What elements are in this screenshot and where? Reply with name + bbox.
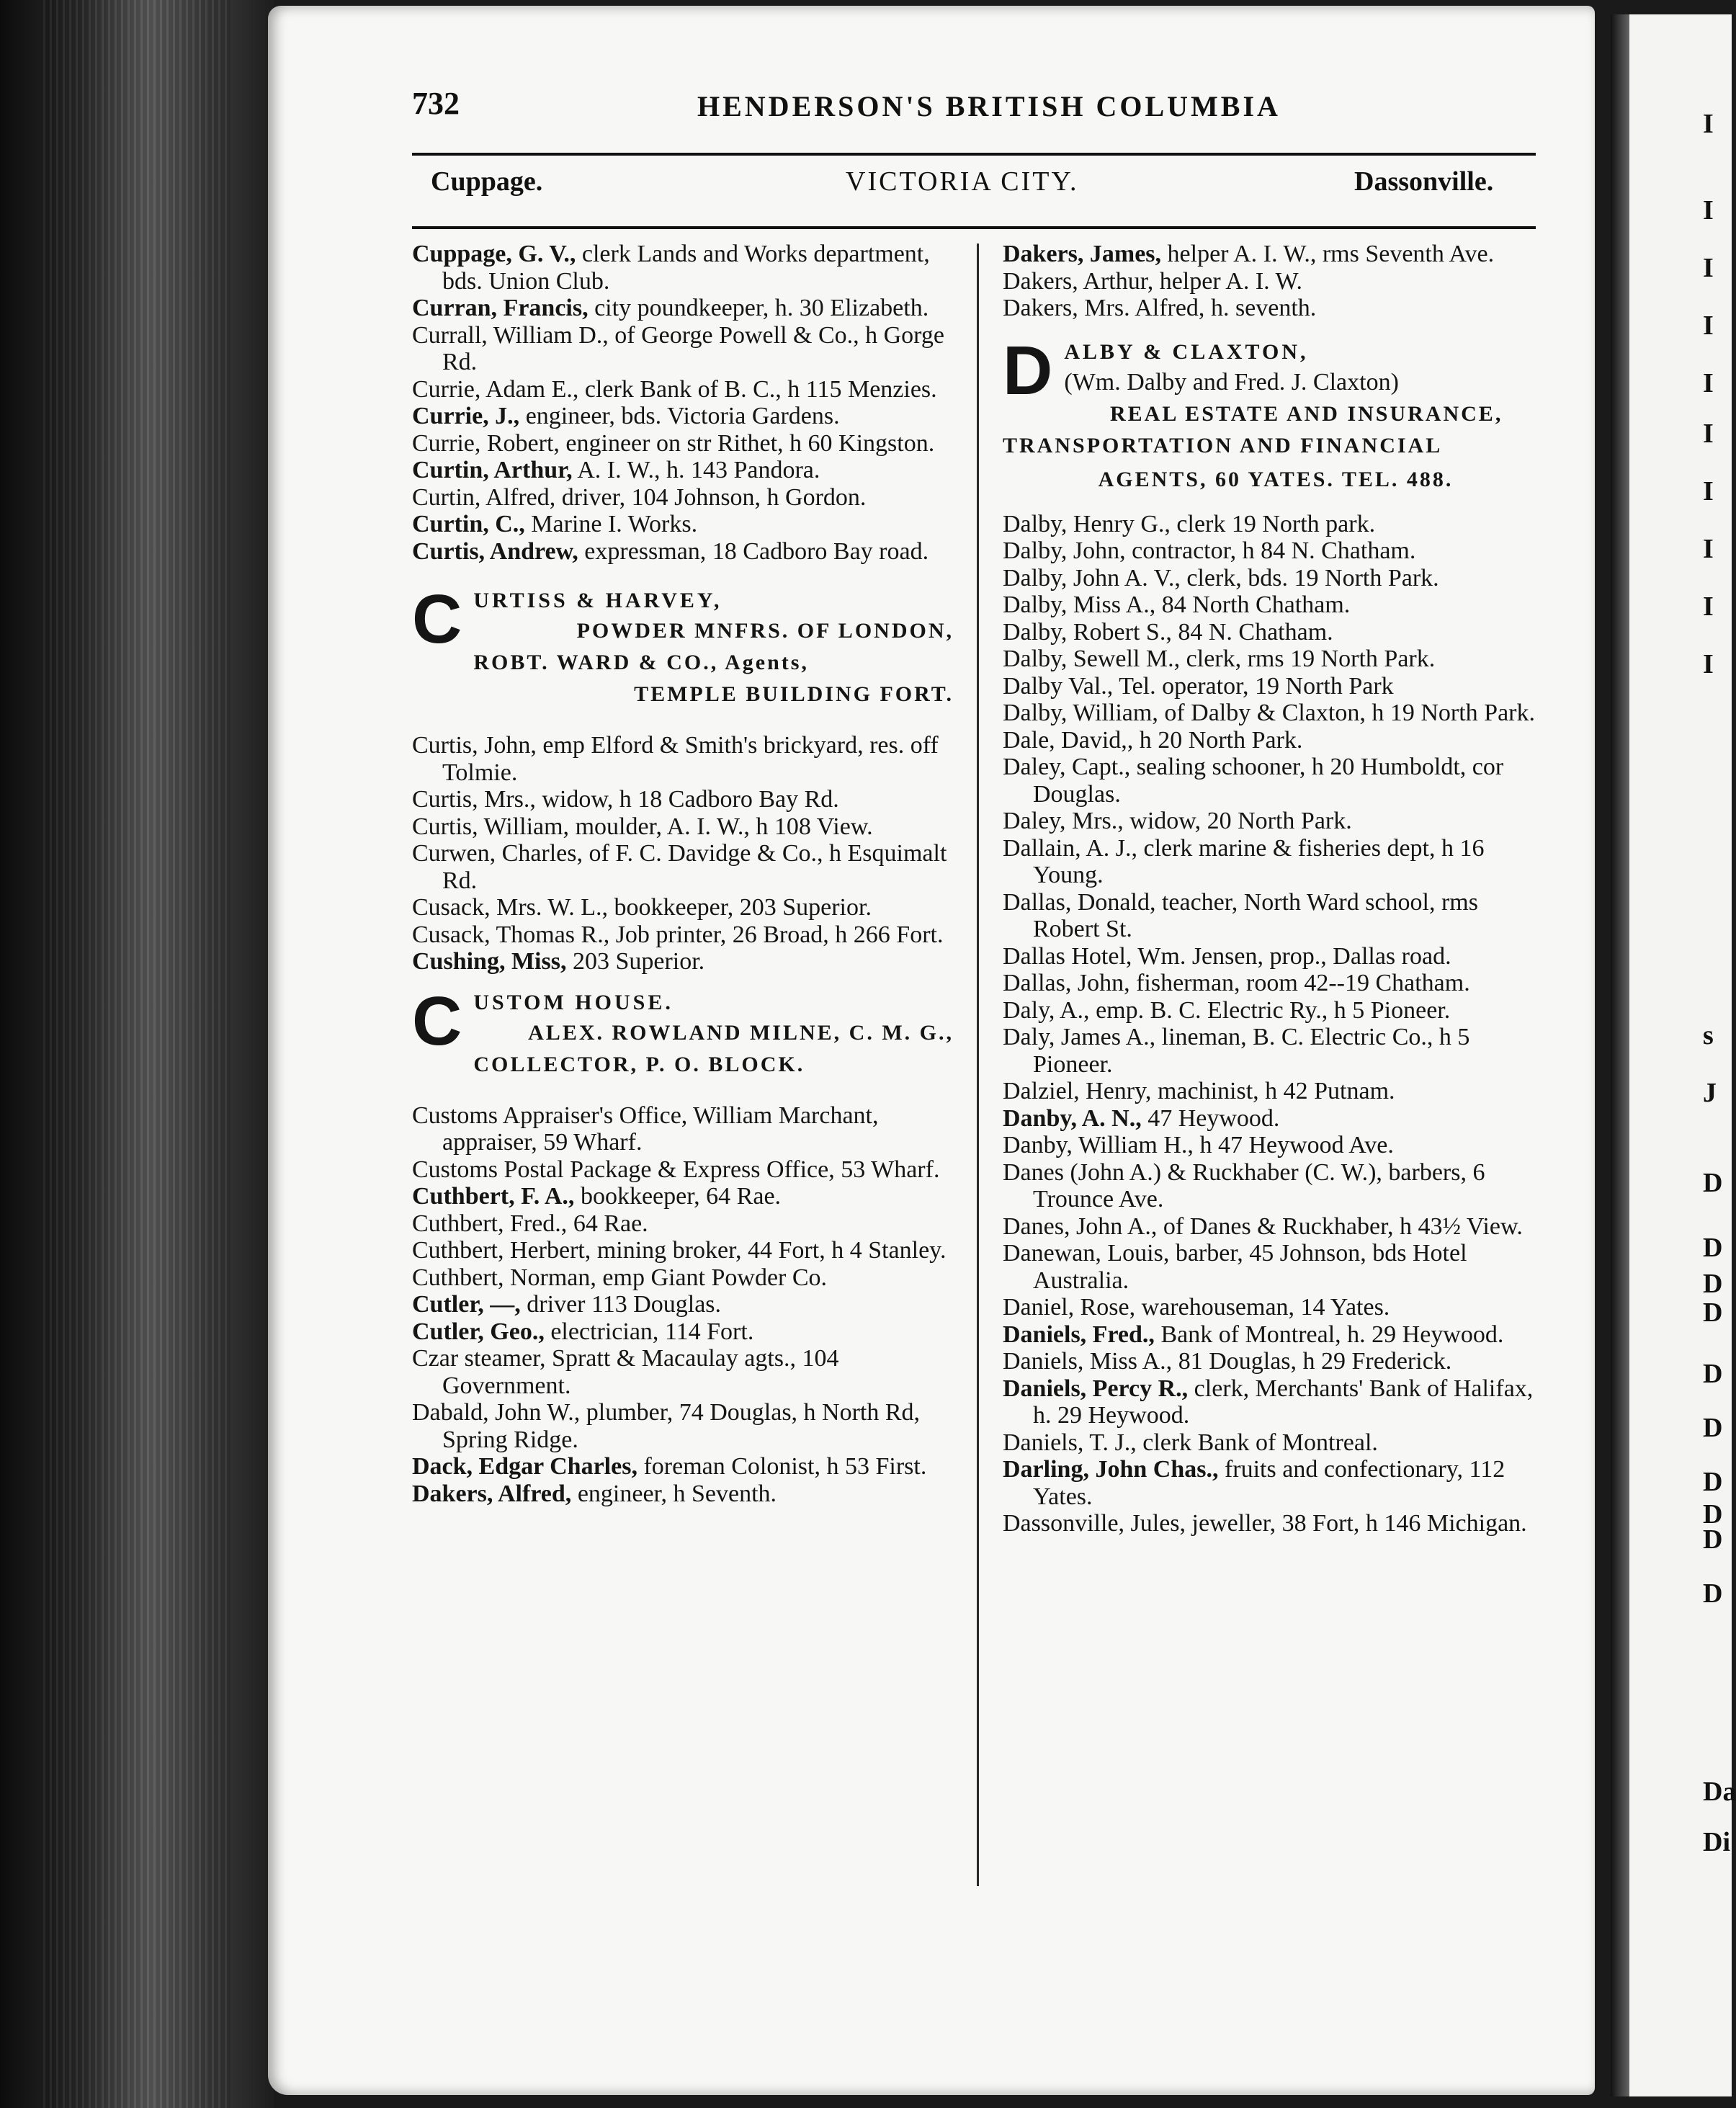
entry-details: 64 Rae. (567, 1210, 648, 1237)
entry-name: Curran, Francis, (412, 295, 589, 321)
directory-entry (412, 376, 954, 403)
entry-details: barber, 45 Johnson, bds Hotel Australia. (1033, 1240, 1467, 1294)
entry-name: Curtis, Mrs., (412, 786, 536, 813)
entry-details: mining broker, 44 Fort, h 4 Stanley. (591, 1237, 947, 1264)
directory-entry (412, 403, 954, 430)
header-rule-top (412, 153, 1536, 156)
entry-details: electrician, 114 Fort. (544, 1318, 754, 1345)
entry-name: Customs Postal Package & Express (412, 1156, 761, 1183)
entry-name: Dallain, A. J., (1003, 834, 1137, 862)
ad-drop-cap: C (412, 581, 464, 658)
entry-details: William Marchant, appraiser, 59 Wharf. (442, 1102, 879, 1156)
entry-details: Spratt & Macaulay agts., 104 Government. (442, 1345, 839, 1399)
left-column (412, 241, 954, 1507)
ad-line: POWDER MNFRS. OF LONDON, (576, 619, 954, 643)
entry-name: Dabald, John W., (412, 1399, 581, 1426)
margin-fragment: D (1703, 1168, 1723, 1198)
entry-name: Cushing, Miss, (412, 948, 567, 975)
entry-details: fruits and confectionary, 112 Yates. (1033, 1456, 1505, 1510)
margin-fragment: D (1703, 1524, 1723, 1555)
directory-entry (1003, 1240, 1549, 1294)
entry-name: Customs Appraiser's Office, (412, 1102, 688, 1129)
entry-name: Danby, A. N., (1003, 1104, 1142, 1132)
entry-name: Daniels, T. J., (1003, 1429, 1137, 1456)
entry-details: of George Powell & Co., h Gorge Rd. (442, 321, 944, 375)
entry-name: Daly, James A., (1003, 1024, 1156, 1050)
entry-name: Cuthbert, Herbert, (412, 1237, 591, 1264)
entry-name: Curtin, Alfred, (412, 483, 556, 511)
margin-fragment: I (1703, 368, 1714, 398)
entry-name: Dalby, Henry G., (1003, 510, 1171, 537)
directory-entry (1003, 646, 1549, 673)
entry-name: Cusack, Mrs. W. L., (412, 894, 608, 921)
entry-details: machinist, h 42 Putnam. (1151, 1078, 1395, 1104)
column-divider (977, 244, 979, 1886)
entry-name: Dakers, Arthur, (1003, 267, 1154, 295)
directory-entry (412, 732, 954, 786)
directory-entry (412, 1264, 954, 1292)
entry-details: engineer, h Seventh. (571, 1480, 777, 1507)
margin-fragment: D (1703, 1359, 1723, 1389)
curtiss-harvey-advertisement (412, 581, 954, 710)
directory-entry (1003, 1456, 1549, 1510)
directory-entry (1003, 700, 1549, 727)
ad-line: ALEX. ROWLAND MILNE, C. M. G., (528, 1020, 954, 1045)
directory-entry (1003, 295, 1549, 322)
directory-entry (412, 430, 954, 457)
ad-line: REAL ESTATE AND INSURANCE, (1109, 401, 1503, 426)
margin-fragment: I (1703, 253, 1714, 283)
ad-drop-cap: C (412, 982, 464, 1060)
entry-name: Dallas, Donald, (1003, 888, 1156, 916)
margin-fragment: I (1703, 476, 1714, 506)
entry-details: moulder, A. I. W., h 108 View. (569, 813, 873, 840)
entries-before-dalby-ad (1003, 241, 1549, 322)
entry-details: driver, 104 Johnson, h Gordon. (555, 483, 867, 511)
directory-entry (1003, 1510, 1549, 1537)
directory-entry (412, 948, 954, 975)
ad-line: AGENTS, 60 YATES. TEL. 488. (1098, 467, 1454, 491)
entry-name: Daniels, Percy R., (1003, 1375, 1189, 1402)
entry-name: Currie, J., (412, 403, 520, 429)
directory-entry (1003, 943, 1549, 970)
entry-name: Curwen, Charles, (412, 840, 583, 867)
margin-fragment: D (1703, 1499, 1723, 1529)
page-header (412, 78, 1536, 164)
directory-entry (1003, 754, 1549, 808)
entry-name: Daniels, Miss A., (1003, 1348, 1173, 1375)
entry-name: Cuppage, G. V., (412, 241, 576, 267)
running-title: HENDERSON'S BRITISH COLUMBIA (697, 90, 1281, 122)
entry-details: clerk, rms 19 North Park. (1180, 646, 1436, 672)
directory-entry (412, 813, 954, 841)
margin-fragment: I (1703, 591, 1714, 622)
directory-entry (1003, 1375, 1549, 1429)
directory-entry (412, 1156, 954, 1184)
entry-details: bookkeeper, 64 Rae. (574, 1183, 782, 1210)
entry-details: 203 Superior. (566, 948, 705, 975)
directory-entry (412, 322, 954, 376)
entry-name: Danby, William H., (1003, 1132, 1194, 1158)
ad-line: (Wm. Dalby and Fred. J. Claxton) (1064, 368, 1399, 396)
directory-entry (1003, 970, 1549, 997)
directory-entry (412, 1291, 954, 1318)
entry-details: 81 Douglas, h 29 Frederick. (1172, 1348, 1452, 1375)
entry-name: Dallas Hotel, (1003, 942, 1132, 970)
directory-entry (412, 1318, 954, 1346)
directory-entry (1003, 1132, 1549, 1159)
margin-fragment: s (1703, 1020, 1714, 1050)
entry-details: helper A. I. W. (1153, 267, 1303, 295)
directory-entry (1003, 1024, 1549, 1078)
directory-entry (1003, 565, 1549, 592)
entry-name: Cuthbert, F. A., (412, 1183, 575, 1210)
margin-fragment: D (1703, 1269, 1723, 1299)
facing-page-edge (1611, 14, 1736, 2096)
directory-entry (412, 1480, 954, 1508)
entry-details: 47 Heywood. (1141, 1104, 1280, 1132)
directory-entry (1003, 241, 1549, 268)
entry-name: Currall, William D., (412, 321, 609, 349)
entry-details: barbers, 6 Trounce Ave. (1033, 1158, 1485, 1212)
margin-fragment: D (1703, 1413, 1723, 1443)
margin-fragment: D (1703, 1298, 1723, 1328)
entry-details: emp. B. C. Electric Ry., h 5 Pioneer. (1089, 996, 1451, 1024)
entry-name: Dallas, John, (1003, 970, 1130, 996)
entry-details: driver 113 Douglas. (520, 1291, 722, 1318)
entry-details: teacher, North Ward school, rms Robert St. (1033, 888, 1478, 942)
book-binding (0, 0, 274, 2108)
directory-entry (1003, 808, 1549, 835)
entry-details: Tel. operator, 19 North Park (1113, 672, 1394, 700)
directory-entry (412, 1453, 954, 1480)
entries-after-custom-ad (412, 1102, 954, 1508)
entry-details: clerk Bank of B. C., h 115 Menzies. (578, 375, 937, 403)
entry-name: Daly, A., (1003, 996, 1090, 1024)
entry-name: Daniels, Fred., (1003, 1321, 1155, 1348)
ad-line: URTISS & HARVEY, (473, 589, 722, 612)
entry-name: Cuthbert, Fred., (412, 1210, 568, 1237)
directory-entry (1003, 1159, 1549, 1213)
entry-name: Curtis, John, (412, 732, 537, 759)
entry-details: Bank of Montreal, h. 29 Heywood. (1154, 1321, 1504, 1348)
directory-entry (412, 484, 954, 512)
entry-details: 84 N. Chatham. (1171, 618, 1333, 646)
entry-name: Dalby, Sewell M., (1003, 646, 1181, 672)
entry-name: Dalby, Miss A., (1003, 591, 1156, 618)
book-page (268, 6, 1595, 2095)
entry-details: bookkeeper, 203 Superior. (608, 894, 872, 921)
entries-after-dalby-ad (1003, 511, 1549, 1537)
directory-entry (1003, 1348, 1549, 1375)
entry-details: engineer, bds. Victoria Gardens. (519, 403, 840, 429)
margin-fragment: I (1703, 195, 1714, 225)
margin-fragment: I (1703, 649, 1714, 679)
directory-entry (1003, 268, 1549, 295)
entry-name: Czar steamer, (412, 1345, 546, 1372)
directory-entry (1003, 511, 1549, 538)
directory-entry (412, 1237, 954, 1264)
entry-name: Darling, John Chas., (1003, 1456, 1219, 1483)
entry-name: Cuthbert, Norman, (412, 1264, 596, 1291)
entry-name: Curtis, William, (412, 813, 570, 840)
directory-entry (412, 1399, 954, 1453)
entry-details: Job printer, 26 Broad, h 266 Fort. (609, 921, 944, 948)
directory-entry (1003, 1321, 1549, 1349)
ad-line: USTOM HOUSE. (473, 990, 674, 1014)
entry-name: Cutler, —, (412, 1291, 521, 1318)
margin-fragment: I (1703, 311, 1714, 341)
entry-details: plumber, 74 Douglas, h North Rd, Spring Ridge. (442, 1399, 921, 1453)
entry-details: emp Giant Powder Co. (596, 1264, 828, 1291)
margin-fragment: I (1703, 534, 1714, 564)
entry-details: h 47 Heywood Ave. (1193, 1132, 1394, 1158)
entry-name: Curtin, Arthur, (412, 457, 573, 483)
directory-entry (1003, 1105, 1549, 1133)
entry-details: widow, 20 North Park. (1123, 808, 1352, 834)
directory-entry (1003, 1429, 1549, 1457)
directory-entry (412, 457, 954, 484)
entry-details: contractor, h 84 N. Chatham. (1125, 537, 1416, 564)
directory-entry (412, 241, 954, 295)
directory-entry (412, 1102, 954, 1156)
entry-details: engineer on str Rithet, h 60 Kingston. (559, 429, 935, 457)
guide-word-right: Dassonville. (1354, 166, 1494, 197)
entry-name: Dalby, John A. V., (1003, 564, 1181, 591)
entry-details: clerk marine & fisheries dept, h 16 Young. (1033, 834, 1485, 888)
ad-drop-cap: D (1003, 331, 1055, 409)
directory-entry (1003, 889, 1549, 943)
entry-details: city poundkeeper, h. 30 Elizabeth. (588, 295, 929, 321)
directory-entry (412, 538, 954, 566)
directory-entry (1003, 997, 1549, 1024)
directory-entry (412, 1345, 954, 1399)
margin-fragment: J (1703, 1078, 1717, 1108)
directory-entry (1003, 1213, 1549, 1241)
entry-name: Daley, Capt., (1003, 754, 1131, 780)
entry-name: Dale, David,, (1003, 726, 1134, 754)
directory-entry (1003, 537, 1549, 565)
ad-line: COLLECTOR, P. O. BLOCK. (473, 1052, 805, 1076)
directory-entry (1003, 619, 1549, 646)
margin-fragment: Di (1703, 1827, 1730, 1857)
entry-details: warehouseman, 14 Yates. (1135, 1294, 1390, 1321)
entry-name: Curtis, Andrew, (412, 537, 578, 565)
entry-name: Currie, Adam E., (412, 375, 579, 403)
dalby-claxton-advertisement (1003, 331, 1549, 498)
entry-name: Dakers, James, (1003, 241, 1162, 267)
entry-details: fisherman, room 42--19 Chatham. (1129, 970, 1470, 996)
right-column (1003, 241, 1549, 1537)
margin-fragment: Da (1703, 1777, 1736, 1807)
entry-details: sealing schooner, h 20 Humboldt, cor Douglas. (1033, 754, 1504, 808)
directory-entry (412, 1183, 954, 1210)
guide-word-left: Cuppage. (431, 166, 543, 197)
page-number: 732 (412, 86, 460, 121)
entry-name: Danes, John A., (1003, 1212, 1158, 1240)
entry-name: Cusack, Thomas R., (412, 921, 610, 948)
entry-details: of F. C. Davidge & Co., h Esquimalt Rd. (442, 840, 947, 894)
entry-details: 84 North Chatham. (1155, 591, 1351, 618)
entry-details: h. seventh. (1204, 295, 1317, 321)
entry-details: clerk Bank of Montreal. (1136, 1429, 1378, 1456)
directory-entry (1003, 673, 1549, 700)
margin-fragment: I (1703, 109, 1714, 139)
entries-before-curtiss-ad (412, 241, 954, 565)
entry-details: helper A. I. W., rms Seventh Ave. (1161, 241, 1495, 267)
entry-name: Dakers, Alfred, (412, 1480, 572, 1507)
entry-name: Daniel, Rose, (1003, 1294, 1136, 1321)
entry-details: Marine I. Works. (524, 511, 698, 537)
entry-name: Danewan, Louis, (1003, 1240, 1170, 1267)
directory-entry (1003, 727, 1549, 754)
entry-name: Danes (John A.) & Ruckhaber (C. W.), (1003, 1158, 1382, 1186)
entry-details: Office, 53 Wharf. (760, 1156, 940, 1183)
entry-details: Wm. Jensen, prop., Dallas road. (1132, 942, 1451, 970)
entry-details: emp Elford & Smith's brickyard, res. off Tolmie. (442, 732, 939, 786)
entry-details: foreman Colonist, h 53 First. (637, 1453, 927, 1480)
ad-line: TEMPLE BUILDING FORT. (634, 682, 954, 706)
entry-details: widow, h 18 Cadboro Bay Rd. (535, 786, 839, 813)
entry-name: Dalby, John, (1003, 537, 1126, 564)
entry-name: Dalby, William, (1003, 700, 1158, 726)
entry-name: Dack, Edgar Charles, (412, 1453, 637, 1480)
entry-details: clerk Lands and Works department, bds. Union Club. (442, 241, 930, 295)
ad-line: ALBY & CLAXTON, (1064, 339, 1309, 364)
entry-details: clerk, bds. 19 North Park. (1180, 564, 1439, 591)
entry-name: Curtin, C., (412, 511, 525, 537)
custom-house-advertisement (412, 982, 954, 1081)
entry-name: Dakers, Mrs. Alfred, (1003, 295, 1205, 321)
ad-line: TRANSPORTATION AND FINANCIAL (1003, 433, 1443, 457)
header-rule-bottom (412, 226, 1536, 229)
directory-entry (1003, 591, 1549, 619)
entry-details: clerk, Merchants' Bank of Halifax, h. 29 Heywood. (1033, 1375, 1534, 1429)
directory-entry (412, 1210, 954, 1238)
entry-details: A. I. W., h. 143 Pandora. (572, 457, 820, 483)
entry-details: of Dalby & Claxton, h 19 North Park. (1158, 700, 1535, 726)
margin-fragment: D (1703, 1233, 1723, 1263)
entry-details: expressman, 18 Cadboro Bay road. (578, 537, 929, 565)
entry-name: Dalziel, Henry, (1003, 1078, 1152, 1104)
margin-fragment: D (1703, 1467, 1723, 1497)
entries-after-curtiss-ad (412, 732, 954, 975)
entry-details: jeweller, 38 Fort, h 146 Michigan. (1186, 1510, 1527, 1537)
margin-fragment: D (1703, 1578, 1723, 1609)
ad-line: ROBT. WARD & CO., Agents, (473, 651, 809, 674)
margin-fragment: I (1703, 419, 1714, 449)
entry-name: Dalby Val., (1003, 672, 1114, 700)
directory-entry (1003, 1294, 1549, 1321)
entry-name: Dalby, Robert S., (1003, 618, 1172, 646)
directory-entry (1003, 835, 1549, 889)
entry-name: Dassonville, Jules, (1003, 1510, 1186, 1537)
directory-entry (412, 295, 954, 322)
directory-entry (412, 921, 954, 949)
entry-details: of Danes & Ruckhaber, h 43½ View. (1157, 1212, 1523, 1240)
entry-name: Cutler, Geo., (412, 1318, 545, 1345)
directory-entry (1003, 1078, 1549, 1105)
guide-city: VICTORIA CITY. (846, 166, 1079, 197)
entry-details: h 20 North Park. (1133, 726, 1303, 754)
facing-page-gutter (1611, 14, 1629, 2096)
directory-entry (412, 511, 954, 538)
directory-entry (412, 894, 954, 921)
directory-entry (412, 786, 954, 813)
directory-entry (412, 840, 954, 894)
entry-name: Daley, Mrs., (1003, 808, 1124, 834)
entry-name: Currie, Robert, (412, 429, 560, 457)
entry-details: clerk 19 North park. (1170, 510, 1376, 537)
entry-details: lineman, B. C. Electric Co., h 5 Pioneer. (1033, 1024, 1470, 1078)
